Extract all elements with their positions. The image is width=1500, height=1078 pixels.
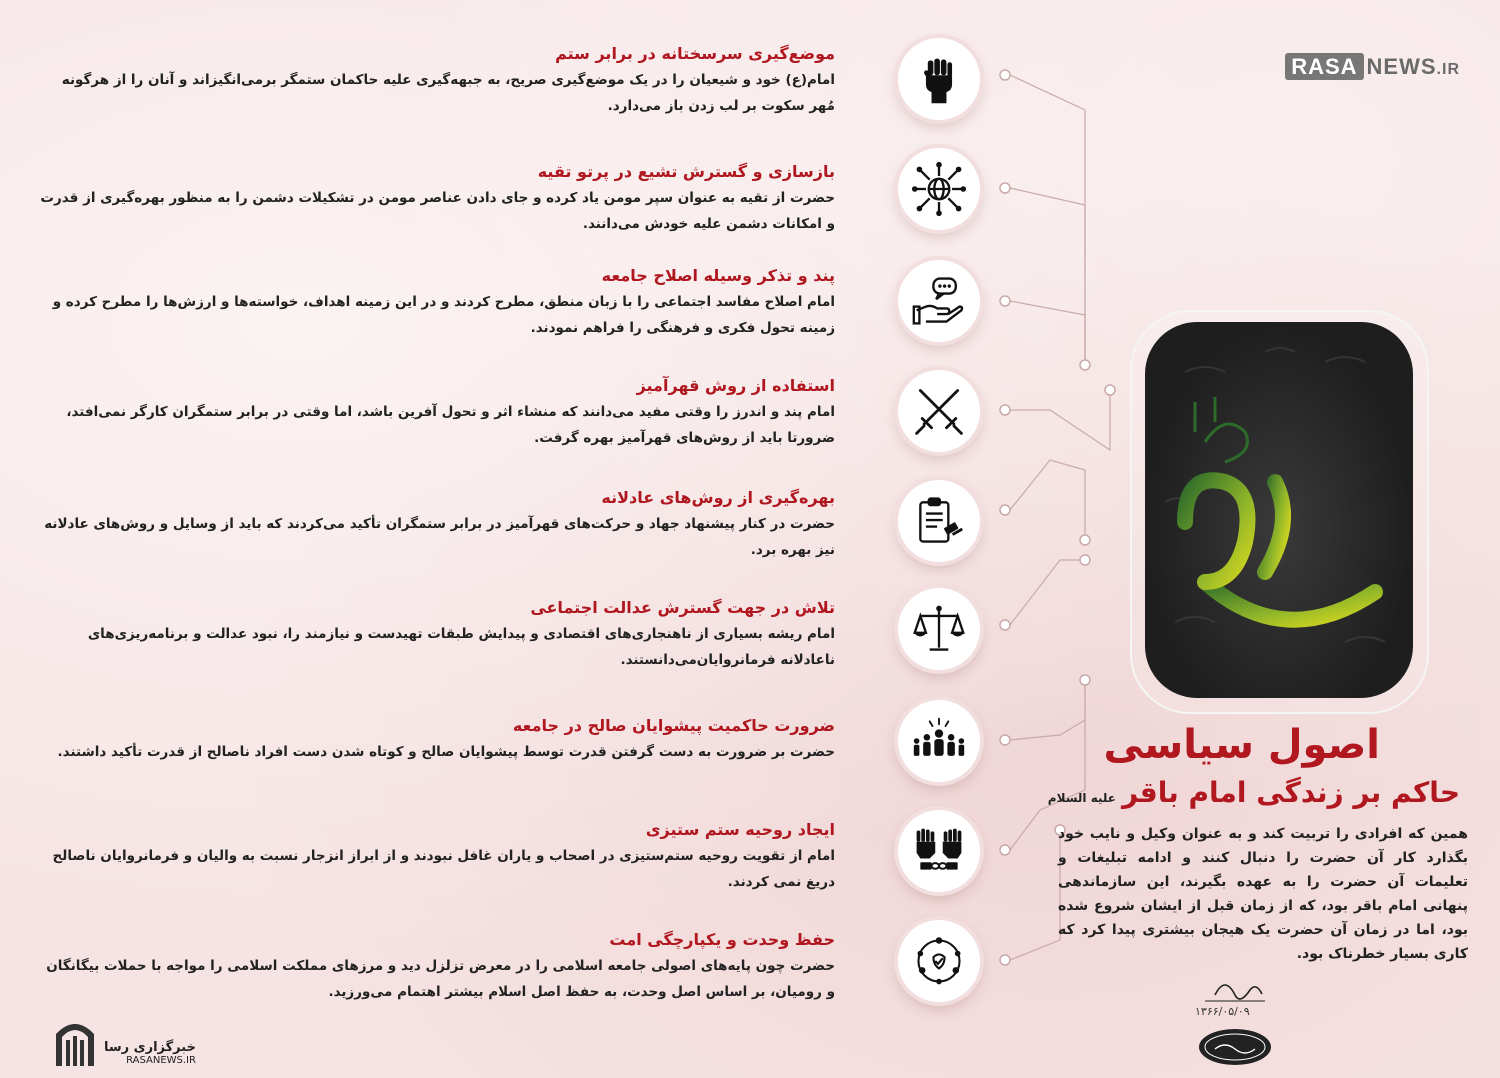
principle-text: حضرت چون پایه‌های اصولی جامعه اسلامی را در معرض تزلزل دید و مرزهای مملکت اسلامی را مواجه با حملات بیگانگان و رومیان، بر اساس اصل وحدت، به حفظ اصل اسلام بیشتر اهتمام می‌ورزید. bbox=[46, 958, 835, 1000]
sub-title-text: حاکم بر زندگی امام باقر bbox=[1121, 776, 1460, 809]
principle-title: تلاش در جهت گسترش عدالت اجتماعی bbox=[530, 598, 835, 617]
signature-block bbox=[1175, 965, 1295, 1065]
globe-arrows-icon bbox=[898, 148, 980, 230]
leader-group-icon bbox=[898, 700, 980, 782]
principle-item bbox=[40, 820, 835, 895]
principle-item bbox=[40, 598, 835, 673]
principle-item bbox=[40, 162, 835, 237]
principle-title: پند و تذکر وسیله اصلاح جامعه bbox=[601, 266, 835, 285]
principle-title: ایجاد روحیه ستم ستیزی bbox=[645, 820, 835, 839]
principle-title: حفظ وحدت و یکپارچگی امت bbox=[609, 930, 835, 949]
logo-name: خبرگزاری رسا bbox=[104, 1040, 196, 1055]
principle-text: امام پند و اندرز را وقتی مفید می‌دانند که منشاء اثر و تحول آفرین باشد، اما وقتی در برابر ستمگران کارگر نمی‌افتد، ضرورتا باید از روش‌های قهرآمیز بهره گرفت. bbox=[66, 404, 835, 446]
rasa-logo bbox=[52, 1010, 196, 1066]
main-title: اصول سیاسی bbox=[1103, 722, 1380, 768]
quote-text: همین که افرادی را تربیت کند و به عنوان وکیل و نایب خود بگذارد کار آن حضرت را دنبال کنند و ادامه تبلیغات و تعلیمات آن حضرت را به عهده بگیرند، این سازماندهی پنهانی امام باقر بود، که از زمان قبل از ایشان شروع شده بود، اما در زمان آن حضرت یک هیجان بیشتری پیدا کرد که کاری بسیار خطرناک بود. bbox=[1058, 826, 1468, 962]
principle-title: بازسازی و گسترش تشیع در پرتو تقیه bbox=[537, 162, 835, 181]
principle-text: حضرت بر ضرورت به دست گرفتن قدرت توسط پیشوایان صالح و کوتاه شدن دست افراد ناصالح از قدرت تأکید داشتند. bbox=[57, 744, 835, 760]
scales-icon bbox=[898, 588, 980, 670]
signature-date: ۱۳۶۶/۰۵/۰۹ bbox=[1195, 1005, 1250, 1018]
crossed-swords-icon bbox=[898, 370, 980, 452]
principle-item bbox=[40, 488, 835, 563]
principle-text: امام اصلاح مفاسد اجتماعی را با زبان منطق، مطرح کردند و در این زمینه اهداف، خواسته‌ها و ارزش‌ها را مطرح کرده و زمینه تحول فکری و فرهنگی را فراهم نمودند. bbox=[52, 294, 835, 336]
principle-item bbox=[40, 44, 835, 119]
principle-text: امام(ع) خود و شیعیان را در یک موضع‌گیری صریح، به جبهه‌گیری علیه حاکمان ستمگر برمی‌انگیزاند و آنان را از هرگونه مُهر سکوت بر لب زدن باز می‌دارد. bbox=[61, 72, 835, 114]
principle-text: حضرت در کنار پیشنهاد جهاد و حرکت‌های قهرآمیز در برابر ستمگران تأکید می‌کردند که باید از وسایل و روش‌های عادلانه نیز بهره برد. bbox=[44, 516, 835, 558]
brand-rasa: RASA bbox=[1285, 53, 1363, 80]
chained-fists-icon bbox=[898, 810, 980, 892]
principle-title: بهره‌گیری از روش‌های عادلانه bbox=[601, 488, 835, 507]
principle-text: حضرت از تقیه به عنوان سپر مومن یاد کرده و جای دادن عناصر مومن در تشکیلات دشمن را به منظور بهره‌گیری از قدرت و امکانات دشمن علیه خودش می‌دانند. bbox=[40, 190, 835, 232]
principle-item bbox=[40, 930, 835, 1005]
hand-speech-icon bbox=[898, 260, 980, 342]
principle-item bbox=[40, 716, 835, 765]
logo-url: RASANEWS.IR bbox=[126, 1055, 196, 1066]
sub-title bbox=[1048, 776, 1460, 809]
raised-fist-icon bbox=[898, 38, 980, 120]
principle-title: موضع‌گیری سرسختانه در برابر ستم bbox=[555, 44, 835, 63]
principle-item bbox=[40, 266, 835, 341]
brand-news: NEWS bbox=[1366, 54, 1437, 79]
principle-text: امام از تقویت روحیه ستم‌ستیزی در اصحاب و یاران غافل نبودند و از ابراز انزجار نسبت به والیان و فرمانروایان ناصالح دریغ نمی کردند. bbox=[52, 848, 835, 890]
clipboard-gavel-icon bbox=[898, 480, 980, 562]
principle-title: ضرورت حاکمیت پیشوایان صالح در جامعه bbox=[512, 716, 835, 735]
calligraphy-emblem bbox=[1145, 322, 1413, 698]
rasa-logo-icon bbox=[52, 1010, 98, 1066]
principle-item bbox=[40, 376, 835, 451]
brand-ir: .IR bbox=[1436, 61, 1460, 78]
principle-text: امام ریشه بسیاری از ناهنجاری‌های اقتصادی و پیدایش طبقات تهیدست و نیازمند را، نبود عدالت و برنامه‌ریزی‌های ناعادلانه فرمانروایان‌می‌دانستند. bbox=[87, 626, 835, 668]
unity-circle-icon bbox=[898, 920, 980, 1002]
honorific: علیه السلام bbox=[1047, 791, 1116, 805]
principle-title: استفاده از روش قهرآمیز bbox=[636, 376, 835, 395]
